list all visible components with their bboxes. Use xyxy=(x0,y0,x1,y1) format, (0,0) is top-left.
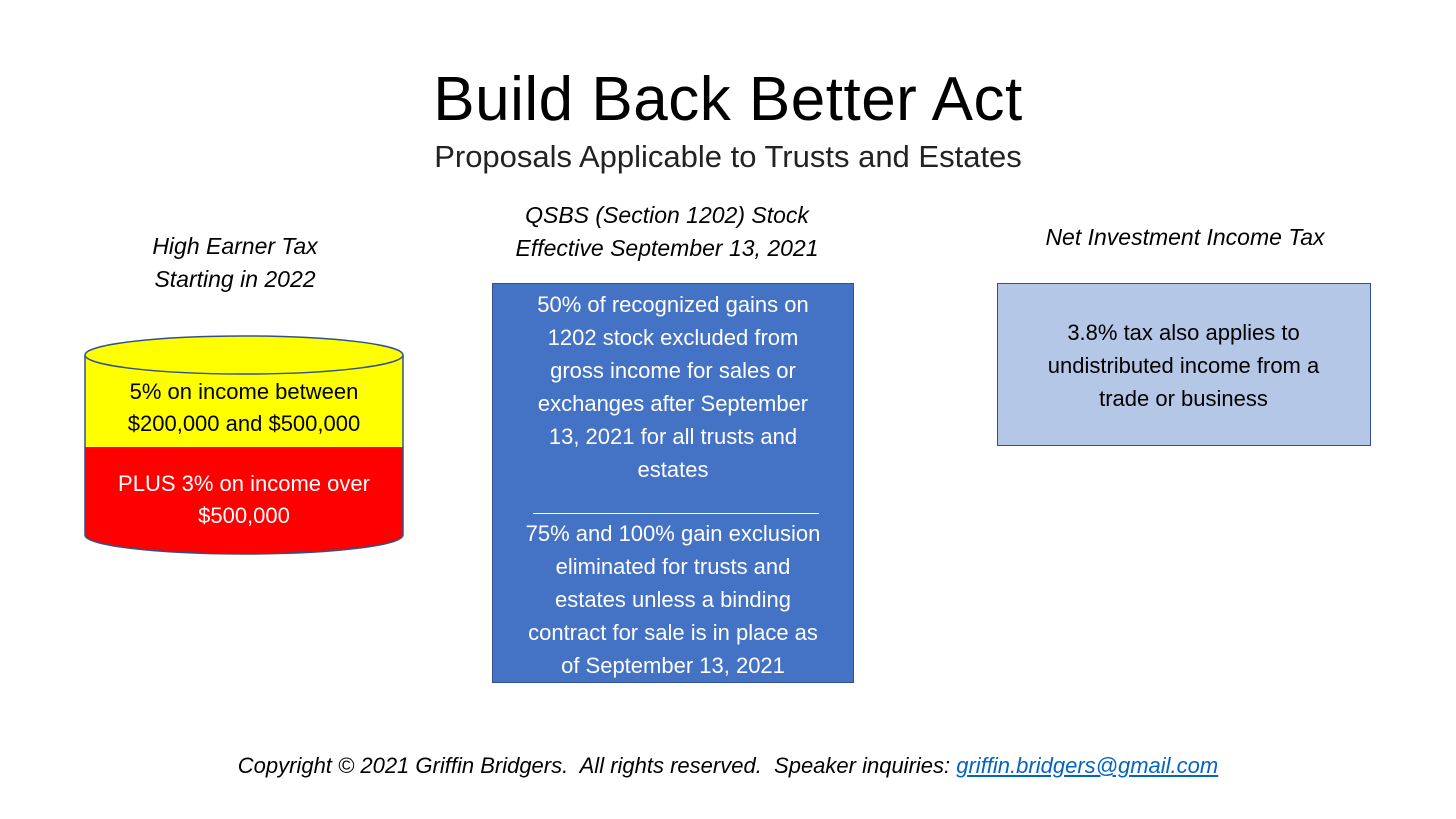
niit-body xyxy=(998,316,1369,415)
qsbs-heading-line: Effective September 13, 2021 xyxy=(515,235,819,261)
slide-title: Build Back Better Act xyxy=(433,65,1023,134)
qsbs-heading-line: QSBS (Section 1202) Stock xyxy=(525,202,809,228)
qsbs-para2-line: 75% and 100% gain exclusion xyxy=(525,521,821,546)
qsbs-paragraph-2 xyxy=(505,517,841,682)
qsbs-para2-line: contract for sale is in place as xyxy=(528,620,818,645)
qsbs-divider xyxy=(533,513,819,514)
niit-body-line: 3.8% tax also applies to xyxy=(1067,320,1300,345)
qsbs-para2-line: of September 13, 2021 xyxy=(561,653,785,678)
tier1-line: $200,000 and $500,000 xyxy=(127,411,361,436)
qsbs-para2-line: estates unless a binding xyxy=(554,587,792,612)
qsbs-para1-line: estates xyxy=(637,457,709,482)
qsbs-para1-line: 1202 stock excluded from xyxy=(547,325,799,350)
qsbs-para1-line: exchanges after September xyxy=(537,391,809,416)
niit-heading-line: Net Investment Income Tax xyxy=(1045,224,1325,250)
niit-box xyxy=(997,283,1371,446)
qsbs-para1-line: gross income for sales or xyxy=(550,358,796,383)
niit-heading xyxy=(985,221,1385,254)
high-earner-heading xyxy=(85,230,385,296)
qsbs-para2-line: eliminated for trusts and xyxy=(555,554,791,579)
qsbs-heading xyxy=(467,199,867,265)
tier1-text xyxy=(84,376,404,440)
footer-text: Copyright © 2021 Griffin Bridgers. All rights reserved. Speaker inquiries: xyxy=(237,753,957,778)
qsbs-para1-line: 13, 2021 for all trusts and xyxy=(548,424,798,449)
tier2-text xyxy=(84,468,404,532)
niit-body-line: undistributed income from a xyxy=(1047,353,1320,378)
tier1-line: 5% on income between xyxy=(129,379,359,404)
tier2-line: PLUS 3% on income over xyxy=(118,471,370,496)
footer-copyright xyxy=(0,750,1456,782)
high-earner-heading-line: High Earner Tax xyxy=(152,233,318,259)
high-earner-cylinder xyxy=(84,335,404,557)
qsbs-paragraph-1 xyxy=(505,288,841,486)
niit-body-line: trade or business xyxy=(1099,386,1268,411)
high-earner-heading-line: Starting in 2022 xyxy=(154,266,316,292)
tier2-line: $500,000 xyxy=(198,503,290,528)
cylinder-top-ellipse xyxy=(85,336,403,374)
qsbs-box xyxy=(492,283,854,683)
qsbs-para1-line: 50% of recognized gains on xyxy=(537,292,809,317)
footer-email-link[interactable]: griffin.bridgers@gmail.com xyxy=(956,753,1219,778)
slide-subtitle: Proposals Applicable to Trusts and Estates xyxy=(434,139,1022,174)
